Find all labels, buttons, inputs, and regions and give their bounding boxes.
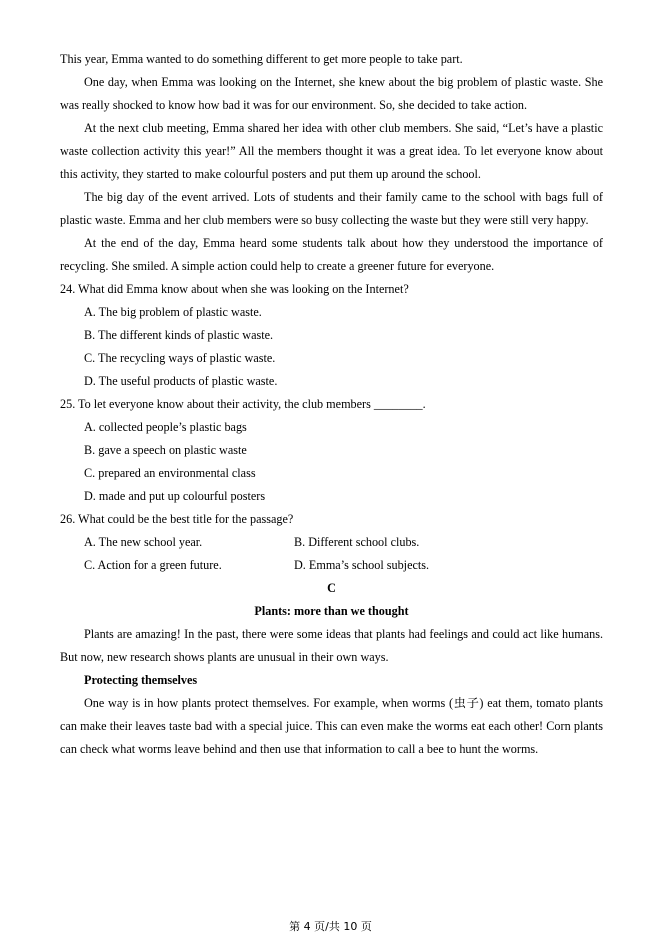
passage-c-subheading: Protecting themselves	[84, 673, 198, 687]
question-26-options-row-1	[60, 531, 603, 554]
passage-c-letter: C	[327, 581, 336, 595]
question-24-stem: 24. What did Emma know about when she was looking on the Internet?	[60, 282, 409, 296]
question-24-option-b: B. The different kinds of plastic waste.	[84, 328, 274, 342]
passage-b-paragraph-4: The big day of the event arrived. Lots of students and their family came to the school with bags full of plastic waste. Emma and her club members were so busy collecting the waste but they were still very happy.	[60, 190, 603, 227]
passage-c-title: Plants: more than we thought	[254, 604, 409, 618]
question-26-option-d: D. Emma’s school subjects.	[294, 558, 430, 572]
question-25-option-b: B. gave a speech on plastic waste	[84, 443, 247, 457]
passage-b-paragraph-3: At the next club meeting, Emma shared her idea with other club members. She said, “Let’s have a plastic waste collection activity this year!” All the members thought it was a great idea. To let everyone know about this activity, they started to make colourful posters and put them up around the school.	[60, 121, 603, 181]
page-number-footer: 第 4 页/共 10 页	[289, 920, 372, 933]
question-26-stem: 26. What could be the best title for the passage?	[60, 512, 294, 526]
question-25-stem: 25. To let everyone know about their activity, the club members ________.	[60, 397, 426, 411]
question-25-option-d: D. made and put up colourful posters	[84, 489, 266, 503]
question-26-option-c: C. Action for a green future.	[84, 558, 222, 572]
passage-b-paragraph-2: One day, when Emma was looking on the Internet, she knew about the big problem of plastic waste. She was really shocked to know how bad it was for our environment. So, she decided to take action.	[60, 75, 603, 112]
question-24-option-d: D. The useful products of plastic waste.	[84, 374, 278, 388]
passage-c-paragraph: One way is in how plants protect themselves. For example, when worms (虫子) eat them, tomato plants can make their leaves taste bad with a special juice. This can even make the worms eat each other! Corn plants can check what worms leave behind and then use that information to call a bee to hunt the worms.	[60, 696, 603, 756]
question-26-option-b: B. Different school clubs.	[294, 535, 420, 549]
question-25-option-c: C. prepared an environmental class	[84, 466, 256, 480]
question-24-option-a: A. The big problem of plastic waste.	[84, 305, 262, 319]
question-25-option-a: A. collected people’s plastic bags	[84, 420, 247, 434]
passage-b-paragraph-1: This year, Emma wanted to do something different to get more people to take part.	[60, 52, 463, 66]
question-26-option-a: A. The new school year.	[84, 535, 203, 549]
question-24-option-c: C. The recycling ways of plastic waste.	[84, 351, 276, 365]
passage-b-paragraph-5: At the end of the day, Emma heard some students talk about how they understood the importance of recycling. She smiled. A simple action could help to create a greener future for everyone.	[60, 236, 603, 273]
question-26-options-row-2	[60, 554, 603, 577]
passage-c-intro: Plants are amazing! In the past, there were some ideas that plants had feelings and could act like humans. But now, new research shows plants are unusual in their own ways.	[60, 627, 603, 664]
document-page	[60, 48, 603, 761]
